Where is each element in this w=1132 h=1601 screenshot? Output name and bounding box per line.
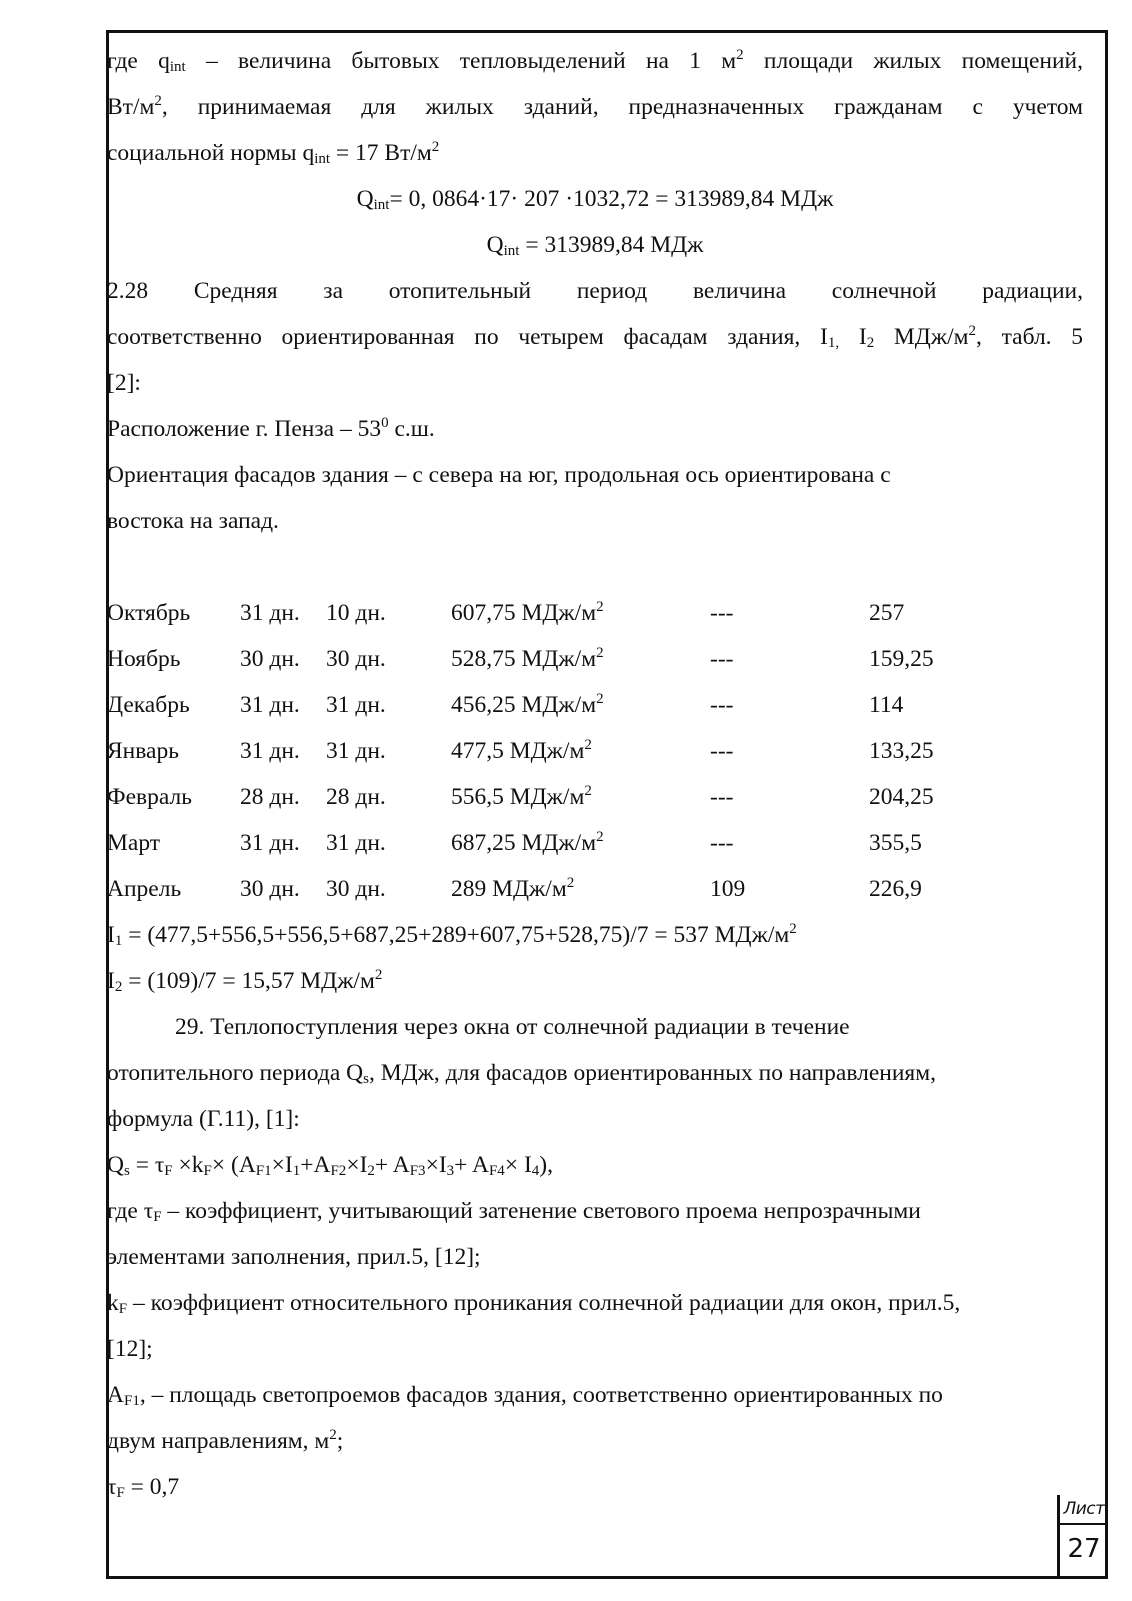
table-cell: 607,75 МДж/$м^2$ bbox=[451, 599, 604, 626]
table-cell: 31 дн. bbox=[240, 830, 300, 856]
formula-qint-calc: $Q_{int}= 0$, 0864·17· 207 ·1032,72 = 313989,84 МДж bbox=[356, 186, 834, 213]
table-cell: 31 дн. bbox=[326, 830, 386, 856]
table-cell: 133,25 bbox=[869, 738, 934, 764]
unit-exponent: 2 bbox=[584, 737, 592, 753]
table-cell: 556,5 МДж/$м^2$ bbox=[451, 783, 592, 810]
table-cell: Январь bbox=[107, 738, 179, 764]
sheet-label: Лист bbox=[1060, 1495, 1108, 1525]
table-cell: 109 bbox=[710, 876, 746, 902]
table-cell: 10 дн. bbox=[326, 600, 386, 626]
table-cell: --- bbox=[710, 646, 734, 672]
table-cell: 159,25 bbox=[869, 646, 934, 672]
table-row bbox=[107, 774, 1083, 820]
orientation-line-1: Ориентация фасадов здания – с севера на юг, продольная ось ориентирована с bbox=[107, 462, 891, 488]
table-cell: 289 МДж/$м^2$ bbox=[451, 875, 575, 902]
definition-tau: где $\tau_F$ – коэффициент, учитывающий затенение светового проема непрозрачными bbox=[107, 1198, 921, 1225]
table-row bbox=[107, 866, 1083, 912]
unit-exponent: 2 bbox=[596, 599, 604, 615]
table-row bbox=[107, 590, 1083, 636]
table-cell: 477,5 МДж/$м^2$ bbox=[451, 737, 592, 764]
sheet-number: 27 bbox=[1067, 1534, 1101, 1564]
table-cell: Ноябрь bbox=[107, 646, 181, 672]
table-cell: 31 дн. bbox=[326, 738, 386, 764]
table-cell: 31 дн. bbox=[240, 600, 300, 626]
definition-k: $k_F$ – коэффициент относительного проникания солнечной радиации для окон, прил.5, bbox=[107, 1290, 961, 1317]
text-line-30: отопительного периода $Q_s$, МДж, для фасадов ориентированных по направлениям, bbox=[107, 1060, 936, 1087]
table-cell: 355,5 bbox=[869, 830, 922, 856]
definition-k-cont: [12]; bbox=[107, 1336, 153, 1362]
table-cell: Декабрь bbox=[107, 692, 190, 718]
radiation-table bbox=[107, 590, 1083, 912]
formula-i1: $I_1 = (477,5+556,5+556,5+687,25+289+607,75+528,75)/7 = 537$ МДж/$м^2$ bbox=[107, 921, 797, 949]
table-cell: --- bbox=[710, 738, 734, 764]
text-line-3: социальной нормы $q_{int} = 17$ $Вт/м^2$ bbox=[107, 139, 440, 167]
table-cell: 30 дн. bbox=[326, 646, 386, 672]
page-content bbox=[107, 38, 1083, 1510]
table-cell: 31 дн. bbox=[326, 692, 386, 718]
table-cell: Февраль bbox=[107, 784, 192, 810]
table-cell: Октябрь bbox=[107, 600, 191, 626]
orientation-line-2: востока на запад. bbox=[107, 508, 279, 534]
definition-a: $A_{F1}$, – площадь светопроемов фасадов здания, соответственно ориентированных по bbox=[107, 1382, 943, 1409]
text-line-5: соответственно ориентированная по четырем фасадам здания, $I_{1,}$ $I_2$ МДж/$м^2$, табл. 5 bbox=[107, 323, 1084, 351]
table-cell: 30 дн. bbox=[326, 876, 386, 902]
table-row bbox=[107, 682, 1083, 728]
unit-exponent: 2 bbox=[566, 875, 575, 891]
table-cell: 226,9 bbox=[869, 876, 922, 902]
table-cell: Апрель bbox=[107, 876, 182, 902]
table-cell: 28 дн. bbox=[240, 784, 300, 810]
table-cell: 30 дн. bbox=[240, 876, 300, 902]
table-cell: 31 дн. bbox=[240, 738, 300, 764]
unit-exponent: 2 bbox=[596, 829, 604, 845]
table-cell: 456,25 МДж/$м^2$ bbox=[451, 691, 604, 718]
unit-exponent: 2 bbox=[596, 691, 604, 707]
definition-tau-cont: элементами заполнения, прил.5, [12]; bbox=[107, 1244, 481, 1270]
table-cell: --- bbox=[710, 784, 734, 810]
unit-exponent: 2 bbox=[584, 783, 592, 799]
table-row bbox=[107, 820, 1083, 866]
table-row bbox=[107, 636, 1083, 682]
table-cell: 204,25 bbox=[869, 784, 934, 810]
text-line-31: формула (Г.11), [1]: bbox=[107, 1106, 300, 1132]
table-cell: 687,25 МДж/$м^2$ bbox=[451, 829, 604, 856]
table-row bbox=[107, 728, 1083, 774]
definition-a-cont: двум направлениям, $м^2$; bbox=[107, 1427, 344, 1454]
formula-qs: $Q_s = \tau_F \times k_F\times (A_{F1}\times I_1+A_{F2}\times I_2+ A_{F3}\times I_3+ A_{F4}\times I_4)$, bbox=[107, 1152, 553, 1179]
table-cell: 114 bbox=[869, 692, 904, 718]
formula-i2: $I_2 = (109)/7 = 15,57$ МДж/$м^2$ bbox=[107, 967, 383, 995]
location-line: Расположение г. Пенза – $53^0$ с.ш. bbox=[107, 415, 435, 442]
table-cell: Март bbox=[107, 830, 161, 856]
formula-qint-result: $Q_{int} = 313989,84$ МДж bbox=[486, 232, 704, 259]
table-cell: --- bbox=[710, 692, 734, 718]
section-2-28-heading: 2.28 Средняя за отопительный период величина солнечной радиации, bbox=[107, 278, 1083, 304]
text-line-1: где $q_{int}$ – величина бытовых тепловыделений на 1 $м^2$ площади жилых помещений, bbox=[107, 47, 1083, 75]
section-29-heading: 29. Теплопоступления через окна от солнечной радиации в течение bbox=[175, 1014, 850, 1040]
sheet-stamp bbox=[1057, 1495, 1108, 1579]
table-cell: 30 дн. bbox=[240, 646, 300, 672]
table-cell: 257 bbox=[869, 600, 905, 626]
table-cell: --- bbox=[710, 830, 734, 856]
tau-value: $\tau_F = 0,7$ bbox=[107, 1474, 180, 1501]
table-cell: 528,75 МДж/$м^2$ bbox=[451, 645, 604, 672]
table-cell: 31 дн. bbox=[240, 692, 300, 718]
table-cell: --- bbox=[710, 600, 734, 626]
unit-exponent: 2 bbox=[596, 645, 604, 661]
text-line-2: $Вт/м^2$, принимаемая для жилых зданий, предназначенных гражданам с учетом bbox=[107, 93, 1083, 120]
text-line-6: [2]: bbox=[107, 370, 141, 396]
table-cell: 28 дн. bbox=[326, 784, 386, 810]
